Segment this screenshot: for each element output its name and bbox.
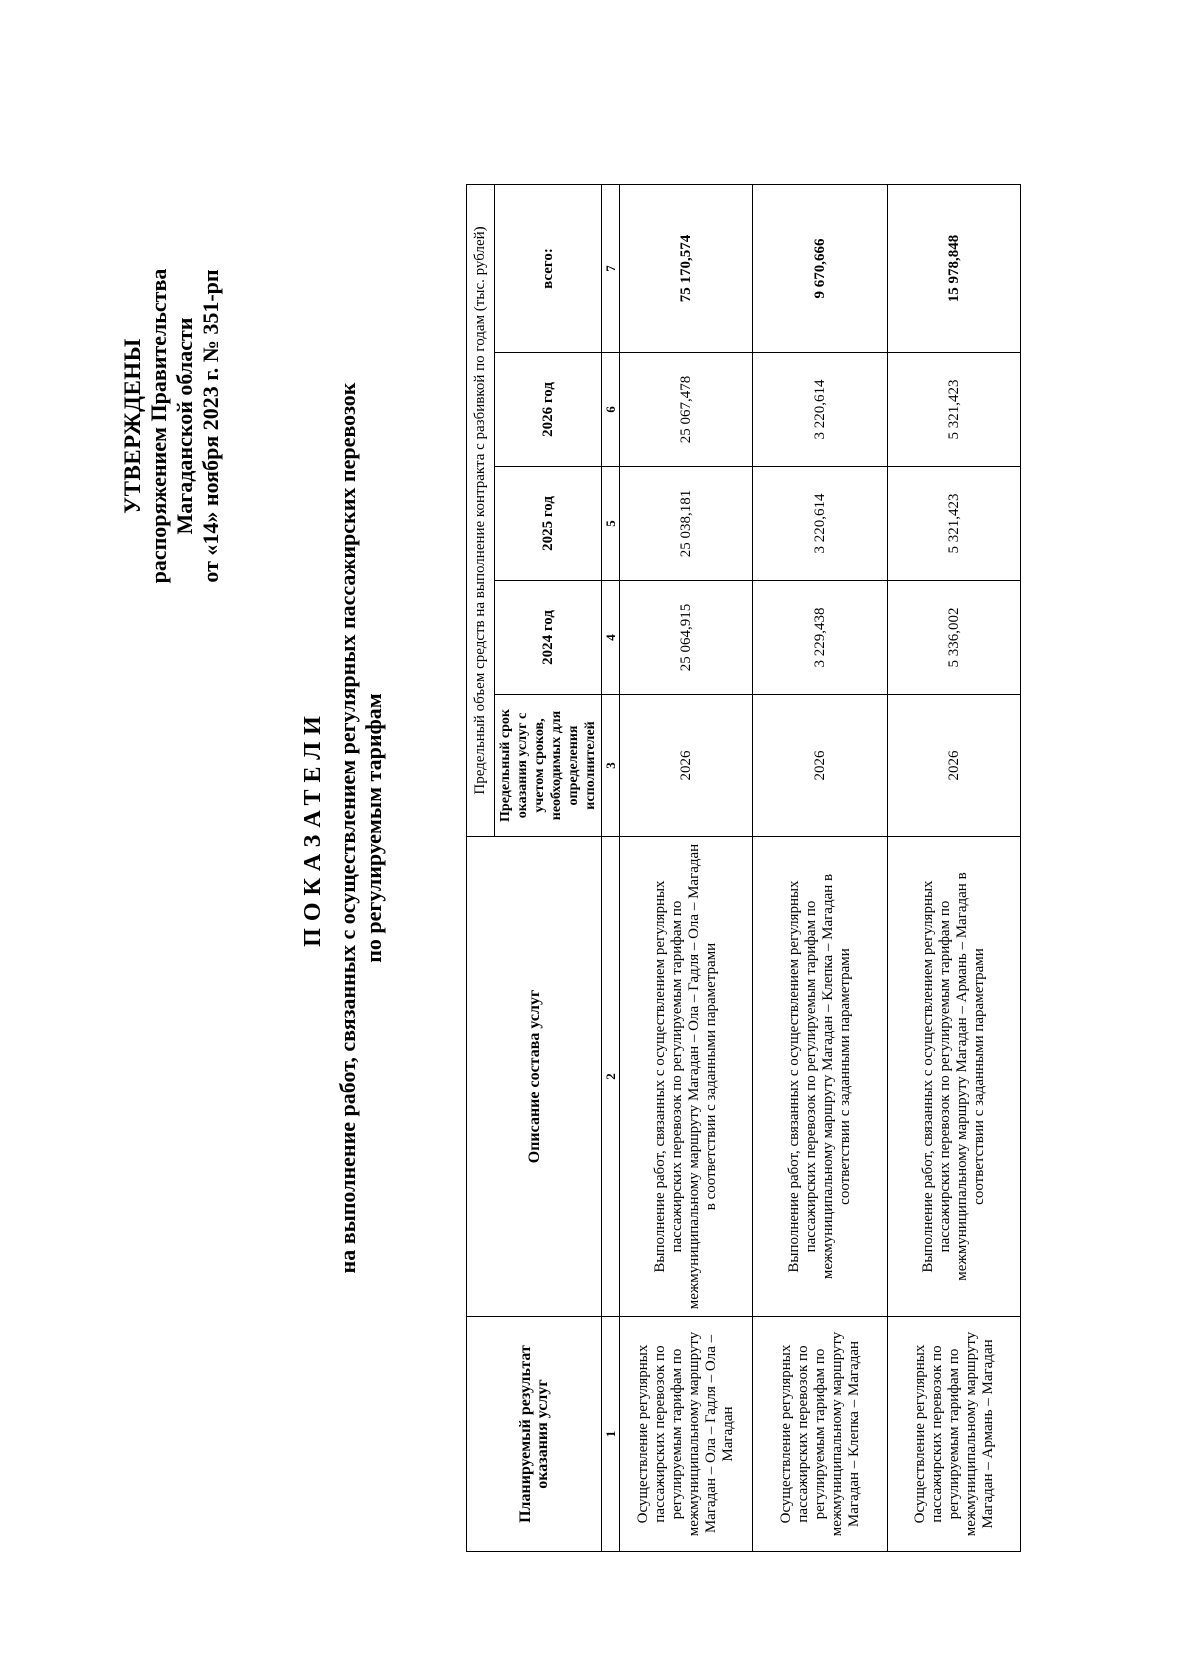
row-total: 9 670,666 [753, 185, 888, 353]
column-number: 4 [602, 581, 620, 695]
row-description: Выполнение работ, связанных с осуществлением регулярных пассажирских перевозок по регулируемым тарифам по межмуниципальному маршруту Магадан – Армань – Магадан в соответствии с заданными параметрами [888, 837, 1021, 1317]
row-deadline: 2026 [753, 695, 888, 837]
header-funds-group: Предельный объем средств на выполнение контракта с разбивкой по годам (тыс. рублей) [467, 185, 495, 837]
row-result: Осуществление регулярных пассажирских перевозок по регулируемым тарифам по межмуниципальному маршруту Магадан – Ола – Гадля – Ола – Магадан [620, 1317, 753, 1552]
row-2026: 3 220,614 [753, 353, 888, 467]
row-2024: 5 336,002 [888, 581, 1021, 695]
header-2026: 2026 год [495, 353, 602, 467]
row-2025: 3 220,614 [753, 467, 888, 581]
row-2026: 25 067,478 [620, 353, 753, 467]
table-row [753, 185, 888, 1552]
header-total: всего: [495, 185, 602, 353]
title-main: ПОКАЗАТЕЛИ [300, 709, 326, 947]
row-2026: 5 321,423 [888, 353, 1021, 467]
row-2024: 25 064,915 [620, 581, 753, 695]
row-2024: 3 229,438 [753, 581, 888, 695]
column-number: 3 [602, 695, 620, 837]
title-sub-2: по регулируемым тарифам [361, 693, 386, 963]
row-result: Осуществление регулярных пассажирских перевозок по регулируемым тарифам по межмуниципальному маршруту Магадан – Клепка – Магадан [753, 1317, 888, 1552]
approval-line-4: от «14» ноября 2023 г. № 351-рп [198, 269, 223, 583]
header-result: Планируемый результат оказания услуг [467, 1317, 602, 1552]
row-deadline: 2026 [888, 695, 1021, 837]
header-2025: 2025 год [495, 467, 602, 581]
header-deadline: Предельный срок оказания услуг с учетом сроков, необходимых для определения исполнителей [495, 695, 602, 837]
column-number: 2 [602, 837, 620, 1317]
column-number: 1 [602, 1317, 620, 1552]
row-result: Осуществление регулярных пассажирских перевозок по регулируемым тарифам по межмуниципальному маршруту Магадан – Армань – Магадан [888, 1317, 1021, 1552]
column-number-row [602, 185, 620, 1552]
approval-block [120, 206, 224, 646]
table-row [620, 185, 753, 1552]
approval-line-3: Магаданской области [172, 317, 197, 535]
row-deadline: 2026 [620, 695, 753, 837]
title-sub-1: на выполнение работ, связанных с осуществлением регулярных пассажирских перевозок [335, 382, 360, 1274]
header-description: Описание состава услуг [467, 837, 602, 1317]
header-row-1 [467, 185, 495, 1552]
document-title [300, 200, 387, 1456]
row-description: Выполнение работ, связанных с осуществлением регулярных пассажирских перевозок по регулируемым тарифам по межмуниципальному маршруту Магадан – Ола – Гадля – Ола – Магадан в соответствии с заданными параметрами [620, 837, 753, 1317]
row-2025: 25 038,181 [620, 467, 753, 581]
header-2024: 2024 год [495, 581, 602, 695]
table-row [888, 185, 1021, 1552]
column-number: 5 [602, 467, 620, 581]
row-description: Выполнение работ, связанных с осуществлением регулярных пассажирских перевозок по регулируемым тарифам по межмуниципальному маршруту Магадан – Клепка – Магадан в соответствии с заданными параметрами [753, 837, 888, 1317]
approval-heading: УТВЕРЖДЕНЫ [120, 338, 145, 514]
row-total: 75 170,574 [620, 185, 753, 353]
approval-line-2: распоряжением Правительства [146, 268, 171, 584]
column-number: 7 [602, 185, 620, 353]
indicators-table [466, 184, 1021, 1552]
column-number: 6 [602, 353, 620, 467]
row-2025: 5 321,423 [888, 467, 1021, 581]
row-total: 15 978,848 [888, 185, 1021, 353]
